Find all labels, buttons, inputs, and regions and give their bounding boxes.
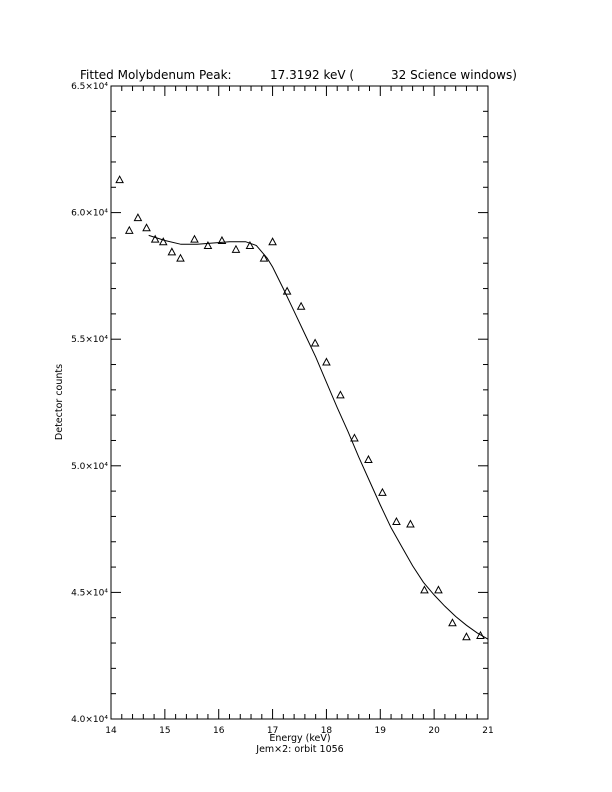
x-ticks xyxy=(111,86,488,719)
x-tick-label: 17 xyxy=(266,726,279,736)
data-point xyxy=(351,434,358,441)
data-point xyxy=(269,238,276,245)
y-axis-label: Detector counts xyxy=(54,363,65,441)
x-tick-label: 15 xyxy=(159,726,171,736)
y-tick-label: 4.5×10⁴ xyxy=(71,588,108,599)
y-tick-label: 6.5×10⁴ xyxy=(71,82,108,92)
data-point xyxy=(337,391,344,398)
data-point xyxy=(232,246,239,253)
data-point xyxy=(421,586,428,593)
y-tick-label: 5.5×10⁴ xyxy=(71,335,108,346)
data-point xyxy=(407,521,414,528)
footer-label: Jem×2: orbit 1056 xyxy=(256,744,344,755)
data-points xyxy=(116,176,484,640)
plot-frame xyxy=(111,86,488,719)
y-tick-label: 5.0×10⁴ xyxy=(71,461,108,472)
x-tick-label: 18 xyxy=(320,726,333,736)
data-point xyxy=(365,456,372,463)
y-ticks xyxy=(111,86,488,719)
data-point xyxy=(168,248,175,255)
fit-line xyxy=(149,235,488,639)
data-point xyxy=(323,358,330,365)
x-tick-label: 16 xyxy=(212,726,225,736)
data-point xyxy=(126,227,133,234)
data-point xyxy=(435,586,442,593)
y-tick-label: 4.0×10⁴ xyxy=(71,715,108,725)
chart-title-part-1: Fitted Molybdenum Peak: xyxy=(80,68,232,82)
chart-title-part-3: 32 Science windows) xyxy=(391,68,517,82)
data-point xyxy=(191,236,198,243)
data-point xyxy=(393,518,400,525)
x-tick-label: 14 xyxy=(105,726,117,736)
data-point xyxy=(177,255,184,262)
data-point xyxy=(116,176,123,183)
data-point xyxy=(134,214,141,221)
x-axis-label: Energy (keV) xyxy=(269,733,331,744)
chart-title-part-2: 17.3192 keV ( xyxy=(270,68,355,82)
data-point xyxy=(143,224,150,231)
data-point xyxy=(246,242,253,249)
x-tick-label: 21 xyxy=(482,726,494,736)
x-tick-label: 19 xyxy=(374,726,387,736)
data-point xyxy=(379,489,386,496)
data-point xyxy=(449,619,456,626)
y-tick-labels xyxy=(71,82,108,725)
data-point xyxy=(463,633,470,640)
data-point xyxy=(312,339,319,346)
data-point xyxy=(298,303,305,310)
x-tick-label: 20 xyxy=(428,726,440,736)
y-tick-label: 6.0×10⁴ xyxy=(71,208,108,219)
